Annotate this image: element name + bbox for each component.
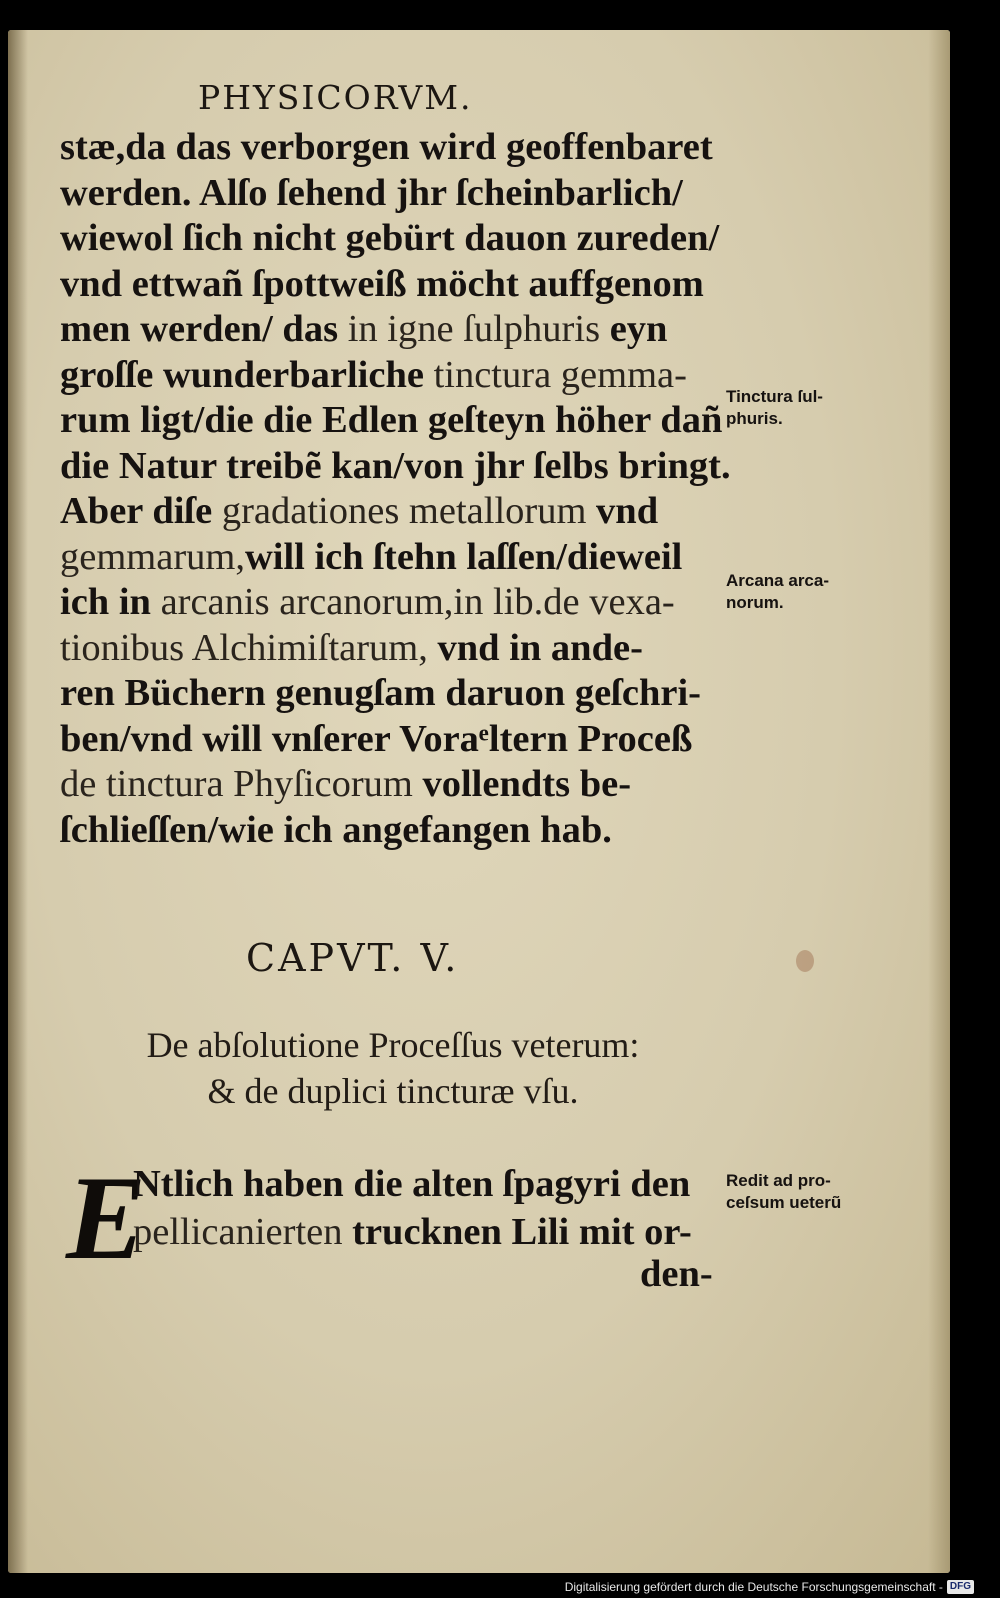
blackletter-span: stæ,da das verborgen wird geoffenbaret [60, 126, 713, 168]
blackletter-span: die Natur treibẽ kan/von jhr ſelbs bringt. [60, 444, 731, 487]
margin-note-redit [726, 1170, 841, 1214]
text-line [60, 353, 720, 399]
chapter-subtitle [68, 1022, 718, 1114]
margin-note-line: phuris. [726, 409, 783, 428]
text-line [60, 580, 720, 626]
text-line [60, 808, 720, 854]
text-line [60, 717, 720, 763]
latin-span: tionibus Alchimiſtarum, [60, 626, 428, 669]
text-line [133, 1208, 713, 1256]
text-line [60, 307, 720, 353]
margin-note-line: Arcana arca- [726, 571, 830, 590]
blackletter-span: vnd ettwañ ſpottweiß möcht auffgenom [60, 262, 704, 305]
margin-note-arcana [726, 570, 829, 614]
margin-note-line: ceſsum ueterũ [726, 1193, 842, 1212]
catchword: den- [640, 1253, 713, 1295]
page-gutter-shadow [8, 30, 28, 1573]
blackletter-span: rum ligt/die die Edlen geſteyn höher dañ [60, 399, 723, 441]
chapter-heading: CAPVT. V. [246, 936, 460, 980]
blackletter-span: trucknen Lili mit or- [342, 1211, 692, 1253]
text-line [60, 171, 720, 217]
latin-span: de tinctura Phyſicorum [60, 763, 413, 805]
blackletter-span: werden. Alſo ſehend jhr ſcheinbarlich/ [60, 171, 683, 214]
text-line [60, 626, 720, 672]
main-text-block [60, 125, 731, 853]
text-line [60, 125, 720, 171]
chapter-opening-text [133, 1160, 713, 1256]
text-line [60, 671, 720, 717]
blackletter-span: ſchlieſſen/wie ich angefangen hab. [60, 808, 612, 851]
blackletter-span: wiewol ſich nicht gebürt dauon zureden/ [60, 217, 720, 259]
text-line [60, 398, 723, 444]
margin-note-line: Tinctura ſul- [726, 387, 823, 406]
blackletter-span: vollendts be- [412, 763, 632, 805]
page-stain [796, 950, 814, 972]
text-line [60, 762, 720, 808]
blackletter-span: ben/vnd will vnſerer Voraͤltern Proceß [60, 717, 693, 760]
text-line [60, 489, 720, 535]
blackletter-span: ren Büchern genugſam daruon geſchri- [60, 672, 701, 714]
page-edge-shadow [928, 30, 950, 1573]
footer-text: Digitalisierung gefördert durch die Deutsche Forschungsgemeinschaft - [564, 1580, 943, 1594]
latin-span: pellicanierten [133, 1211, 343, 1253]
blackletter-span: ich in [60, 581, 161, 623]
margin-note-line: Redit ad pro- [726, 1171, 831, 1190]
latin-span: arcanis arcanorum,in lib.de vexa- [160, 581, 675, 623]
decorated-initial: E [66, 1151, 147, 1284]
latin-span: in igne ſulphuris [347, 308, 601, 350]
digitization-footer [565, 1580, 974, 1594]
blackletter-span: eyn [600, 308, 668, 350]
blackletter-span: will ich ſtehn laſſen/dieweil [244, 535, 683, 578]
text-line [60, 535, 720, 581]
blackletter-span: vnd [586, 490, 659, 532]
text-line [60, 216, 720, 262]
subtitle-line: & de duplici tincturæ vſu. [207, 1071, 579, 1111]
latin-span: gradationes metallorum [221, 490, 587, 532]
blackletter-span: Aber diſe [60, 490, 222, 532]
blackletter-span: men werden/ das [60, 308, 348, 350]
margin-note-line: norum. [726, 593, 784, 612]
latin-span: tinctura gemma- [433, 353, 687, 396]
text-line [60, 444, 731, 490]
margin-note-tinctura [726, 386, 823, 430]
dfg-logo: DFG [947, 1580, 974, 1594]
text-line [60, 262, 720, 308]
text-line: Ntlich haben die alten ſpagyri den [133, 1163, 691, 1205]
subtitle-line: De abſolutione Proceſſus veterum: [146, 1025, 640, 1065]
blackletter-span: vnd in ande- [427, 626, 643, 669]
book-page [8, 30, 950, 1573]
blackletter-span: groſſe wunderbarliche [60, 353, 434, 396]
running-header: PHYSICORVM. [198, 78, 473, 117]
latin-span: gemmarum, [60, 535, 245, 578]
